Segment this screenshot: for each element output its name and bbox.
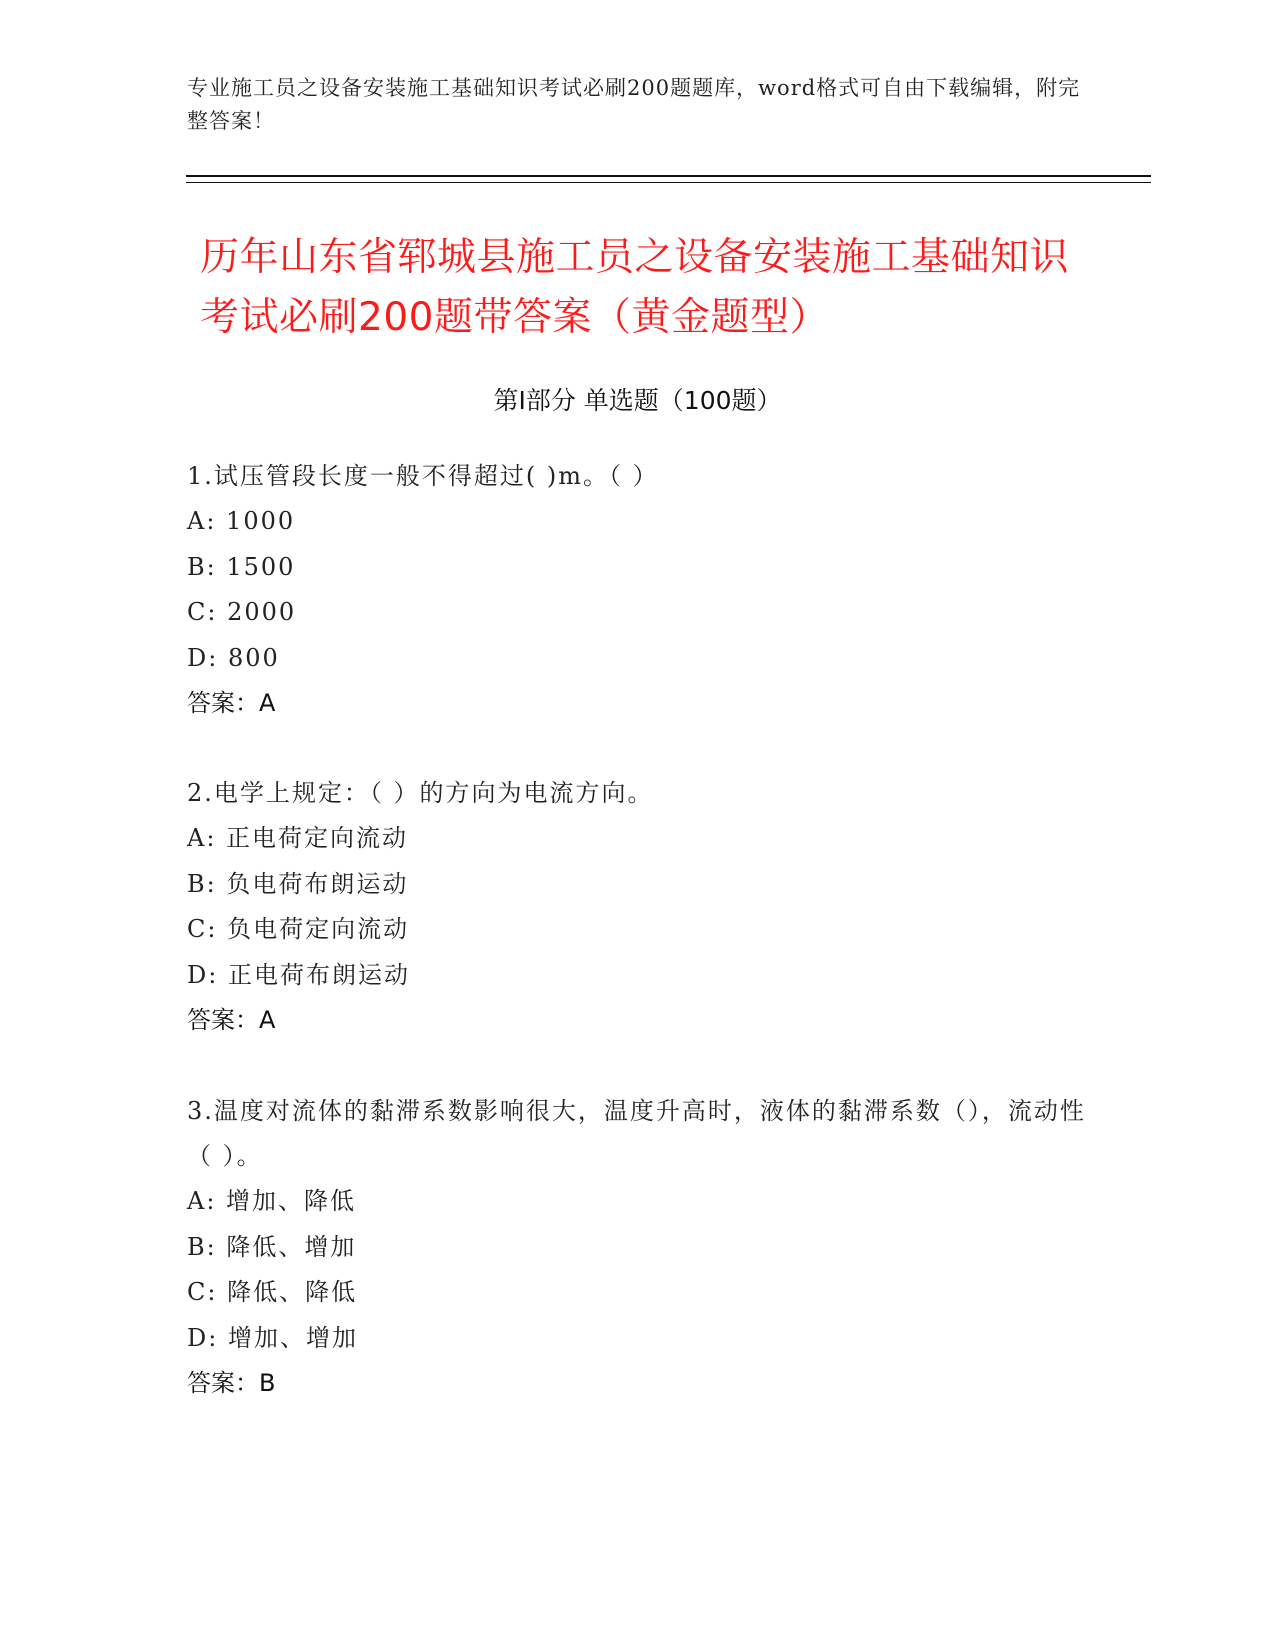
header-divider-thick <box>186 175 1151 177</box>
section-heading: 第Ⅰ部分 单选题（100题） <box>493 386 782 415</box>
option-d: D: 正电荷布朗运动 <box>187 960 410 989</box>
option-d: D: 增加、增加 <box>187 1323 358 1352</box>
document-title: 历年山东省郓城县施工员之设备安装施工基础知识考试必刷200题带答案（黄金题型） <box>200 235 1070 340</box>
option-c: C: 2000 <box>187 598 297 626</box>
option-c: C: 负电荷定向流动 <box>187 915 410 943</box>
question-stem: 1.试压管段长度一般不得超过( )m。（ ） <box>187 462 659 490</box>
header-note: 专业施工员之设备安装施工基础知识考试必刷200题题库，word格式可自由下载编辑，附完整答案！ <box>187 76 1081 133</box>
option-a: A: 1000 <box>187 507 296 535</box>
question-stem: 2.电学上规定：（ ）的方向为电流方向。 <box>187 779 654 807</box>
question-stem: 3.温度对流体的黏滞系数影响很大，温度升高时，液体的黏滞系数（），流动性（ ）。 <box>187 1097 1086 1170</box>
option-c: C: 降低、降低 <box>187 1278 358 1306</box>
answer: 答案：B <box>187 1369 276 1397</box>
option-b: B: 降低、增加 <box>187 1232 357 1261</box>
option-a: A: 正电荷定向流动 <box>187 824 409 852</box>
option-b: B: 1500 <box>187 552 296 581</box>
answer: 答案：A <box>187 689 276 717</box>
option-d: D: 800 <box>187 643 280 672</box>
answer: 答案：A <box>187 1006 276 1034</box>
header-divider-thin <box>186 182 1151 183</box>
question-2 <box>187 771 1087 1043</box>
option-a: A: 增加、降低 <box>187 1187 357 1215</box>
question-1 <box>187 454 1087 726</box>
question-3 <box>187 1089 1087 1406</box>
option-b: B: 负电荷布朗运动 <box>187 869 409 898</box>
